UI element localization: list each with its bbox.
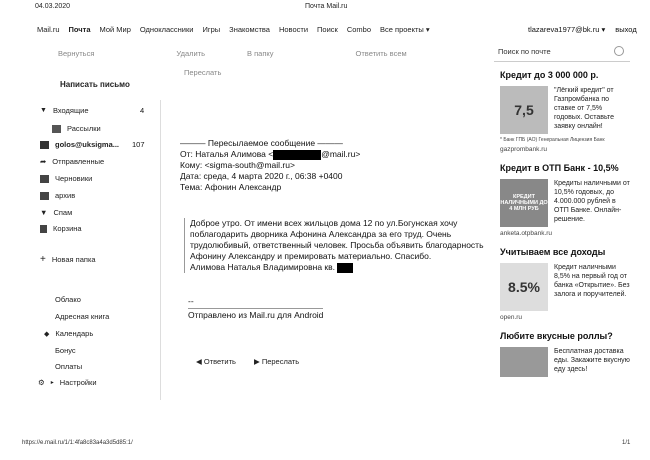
payments-link[interactable]: Оплаты (55, 362, 83, 371)
ad-link[interactable]: gazprombank.ru (500, 146, 547, 153)
nav-dating[interactable]: Знакомства (229, 25, 270, 34)
ad-text: Бесплатная доставка еды. Закажите вкусную еду здесь! (554, 348, 630, 373)
nav-mail[interactable]: Почта (68, 25, 91, 34)
folder-sent[interactable] (40, 157, 104, 166)
from-line (180, 149, 480, 160)
signature-dash: -- (188, 296, 194, 306)
chevron-icon: ▸ (50, 380, 54, 386)
user-email[interactable]: tlazareva1977@bk.ru ▾ (528, 25, 606, 34)
ad-link[interactable]: open.ru (500, 314, 523, 321)
user-menu (528, 25, 637, 34)
calendar-link[interactable] (44, 329, 93, 338)
delete-button[interactable]: Удалить (176, 49, 206, 58)
ad-text: Кредиты наличными от 10,5% годовых, до 4.000.000 рублей в ОТП Банке. Онлайн-решение. (554, 180, 630, 223)
sent-from-line: Отправлено из Mail.ru для Android (188, 310, 324, 320)
nav-news[interactable]: Новости (278, 25, 309, 34)
cloud-link[interactable]: Облако (55, 295, 81, 304)
ad-image: 8.5% (500, 263, 548, 311)
redacted-block (337, 263, 353, 273)
nav-my-world[interactable]: Мой Мир (99, 25, 131, 34)
search-icon[interactable] (614, 46, 624, 56)
ad-link[interactable]: anketa.otpbank.ru (500, 230, 553, 237)
new-folder-button[interactable] (40, 254, 96, 265)
top-navigation (37, 25, 430, 34)
folder-spam[interactable] (40, 208, 72, 217)
print-title: Почта Mail.ru (305, 3, 348, 10)
reply-arrow-icon: ◀ (196, 357, 202, 366)
ad-title: Кредит до 3 000 000 р. (500, 70, 599, 80)
forward-arrow-icon: ▶ (253, 357, 260, 366)
forwarded-header (180, 138, 480, 193)
folder-label: Корзина (53, 224, 82, 233)
expand-arrow-icon[interactable]: ▼ (40, 107, 47, 114)
ad-block[interactable] (500, 163, 630, 237)
nav-games[interactable]: Игры (202, 25, 221, 34)
sidebar-divider (160, 100, 161, 400)
ad-image (500, 347, 548, 377)
forward-divider: ——— Пересылаемое сообщение ——— (180, 138, 343, 148)
to-line: Кому: <sigma-south@mail.ru> (180, 160, 295, 170)
folder-archive[interactable] (40, 191, 75, 200)
ad-block[interactable] (500, 70, 630, 153)
ad-block[interactable] (500, 331, 630, 377)
search-placeholder: Поиск по почте (498, 47, 551, 56)
settings-link[interactable] (38, 378, 97, 387)
message-actions (196, 357, 299, 366)
folder-label: Черновики (55, 174, 93, 183)
subject-line: Тема: Афонин Александр (180, 182, 282, 192)
gear-icon: ⚙ (38, 378, 45, 387)
thumbs-down-icon: ▼ (40, 208, 48, 217)
sent-icon: ➦ (40, 157, 47, 166)
ad-block[interactable] (500, 247, 630, 321)
forward-toolbar-button[interactable]: Переслать (184, 68, 222, 77)
from-domain: @mail.ru> (321, 149, 361, 159)
ad-image: 7,5 (500, 86, 548, 134)
folder-trash[interactable] (40, 224, 82, 233)
ad-title: Кредит в ОТП Банк - 10,5% (500, 163, 619, 173)
date-line: Дата: среда, 4 марта 2020 г., 06:38 +0400 (180, 171, 343, 181)
settings-label: Настройки (59, 378, 97, 387)
ad-text: "Лёгкий кредит" от Газпромбанка по ставке от 7,5% годовых. Оставьте заявку онлайн! (554, 87, 615, 130)
newsletter-icon (52, 125, 61, 133)
bonus-link[interactable]: Бонус (55, 346, 76, 355)
message-toolbar (58, 49, 407, 58)
inbox-count: 4 (140, 106, 145, 115)
reply-button[interactable]: ◀ Ответить (196, 357, 236, 366)
draft-icon (40, 175, 49, 183)
calendar-icon: ◆ (44, 330, 50, 338)
search-input[interactable] (494, 44, 630, 62)
folder-icon (40, 141, 49, 149)
nav-odnoklassniki[interactable]: Одноклассники (139, 25, 194, 34)
folder-drafts[interactable] (40, 174, 92, 183)
ad-image: КРЕДИТ НАЛИЧНЫМИ ДО 4 МЛН РУБ (500, 179, 548, 227)
folder-newsletters[interactable] (52, 124, 101, 133)
ad-fine-print: * Банк ГПБ (АО) Генеральная Лицензия Банк (500, 137, 605, 143)
trash-icon (40, 225, 47, 233)
nav-search[interactable]: Поиск (317, 25, 338, 34)
folder-label: Спам (53, 208, 73, 217)
new-folder-label: Новая папка (51, 255, 96, 264)
archive-icon (40, 192, 49, 200)
ad-title: Учитываем все доходы (500, 247, 606, 257)
folder-label: golos@uksigma... (55, 140, 119, 149)
print-date: 04.03.2020 (35, 3, 71, 10)
redacted-block (273, 150, 321, 160)
print-footer-page: 1/1 (622, 440, 631, 446)
folder-inbox[interactable] (40, 106, 89, 115)
ad-text: Кредит наличными 8,5% на первый год от банка «Открытие». Без залога и поручителей. (554, 264, 630, 298)
move-folder-button[interactable]: В папку (247, 49, 274, 58)
compose-button[interactable]: Написать письмо (60, 80, 130, 89)
nav-all-projects[interactable]: Все проекты ▾ (380, 25, 430, 34)
reply-all-button[interactable]: Ответить всем (355, 49, 407, 58)
folder-label: Рассылки (67, 124, 101, 133)
nav-combo[interactable]: Combo (346, 25, 371, 34)
back-button[interactable]: Вернуться (58, 49, 95, 58)
forward-button[interactable]: ▶ Переслать (253, 357, 300, 366)
message-signature: Алимова Наталья Владимировна кв. (190, 262, 484, 273)
golos-count: 107 (132, 140, 145, 149)
folder-golos[interactable] (40, 140, 119, 149)
from-label: От: Наталья Алимова < (180, 149, 274, 159)
address-book-link[interactable]: Адресная книга (55, 312, 110, 321)
folder-label: архив (55, 191, 76, 200)
ad-title: Любите вкусные роллы? (500, 331, 613, 341)
folder-label: Отправленные (52, 157, 105, 166)
nav-mailru[interactable]: Mail.ru (37, 25, 60, 34)
print-footer-url: https://e.mail.ru/1/1:4fa8c83a4a3d5d85:1/ (22, 440, 133, 446)
folder-label: Входящие (52, 106, 89, 115)
quoted-message (184, 218, 484, 273)
ads-column (500, 70, 630, 377)
plus-icon: + (40, 254, 46, 265)
message-body: Доброе утро. От имени всех жильцов дома 12 по ул.Богунская хочу поблагодарить дворника Афонина Александра за его труд. Очень трудолюбивый, ответственный человек. Просьба объявить благодарность Афонину Александру и премировать материально. Спасибо. (190, 218, 484, 261)
calendar-label: Календарь (55, 329, 94, 338)
logout-link[interactable]: выход (615, 25, 637, 34)
